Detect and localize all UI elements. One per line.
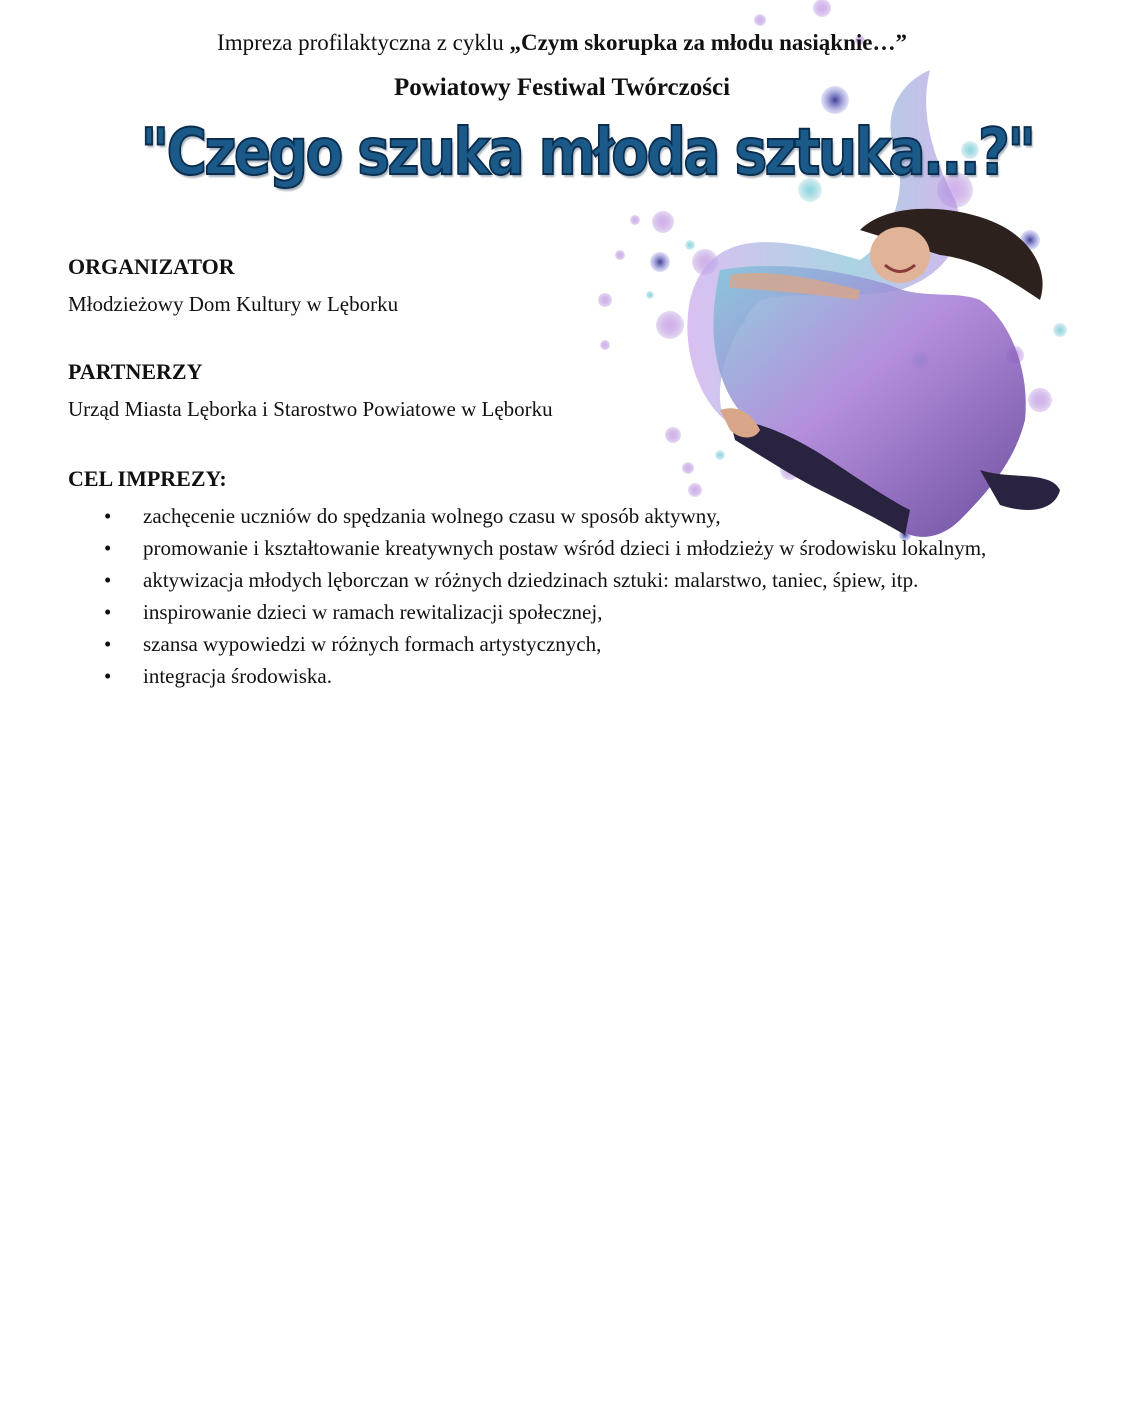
festival-name: Powiatowy Festiwal Twórczości	[393, 74, 731, 101]
cycle-name: „Czym skorupka za młodu nasiąknie…”	[509, 30, 907, 55]
partners-heading: PARTNERZY	[68, 359, 203, 384]
intro-prefix: Impreza profilaktyczna z cyklu	[217, 30, 510, 55]
bullet-icon: •	[104, 504, 112, 528]
goal-heading: CEL IMPREZY:	[68, 466, 227, 491]
bullet-icon: •	[104, 600, 112, 624]
bullet-icon: •	[104, 632, 112, 656]
goal-item-text: integracja środowiska.	[143, 664, 332, 688]
intro-line	[0, 30, 1124, 56]
partners-text: Urząd Miasta Lęborka i Starostwo Powiatowe w Lęborku	[68, 397, 553, 421]
bullet-icon: •	[104, 664, 112, 688]
event-title: "Czego szuka młoda sztuka...?"	[140, 116, 1034, 190]
goal-item-text: promowanie i kształtowanie kreatywnych postaw wśród dzieci i młodzieży w środowisku lokalnym,	[143, 536, 987, 560]
organizer-heading: ORGANIZATOR	[68, 254, 235, 279]
goal-item-text: inspirowanie dzieci w ramach rewitalizacji społecznej,	[143, 600, 603, 624]
goal-item-text: szansa wypowiedzi w różnych formach artystycznych,	[143, 632, 602, 656]
goal-item-text: aktywizacja młodych lęborczan w różnych dziedzinach sztuki: malarstwo, taniec, śpiew, itp.	[143, 568, 919, 592]
goal-item-text: zachęcenie uczniów do spędzania wolnego czasu w sposób aktywny,	[143, 504, 721, 528]
organizer-text: Młodzieżowy Dom Kultury w Lęborku	[68, 292, 399, 316]
bullet-icon: •	[104, 536, 112, 560]
bullet-icon: •	[104, 568, 112, 592]
